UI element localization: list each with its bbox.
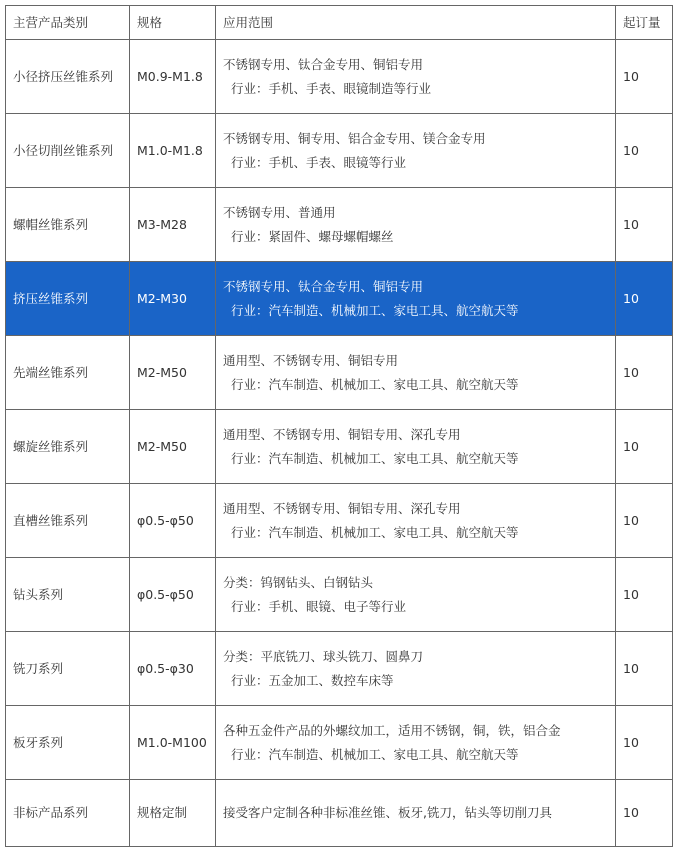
application-cell [216,632,616,706]
table-row [6,632,673,706]
category-cell: 非标产品系列 [6,780,130,847]
application-line: 通用型、不锈钢专用、铜铝专用、深孔专用 [223,426,461,442]
table-row [6,188,673,262]
industry-line: 行业：汽车制造、机械加工、家电工具、航空航天等 [231,524,519,540]
application-cell [216,336,616,410]
category-cell: 小径切削丝锥系列 [6,114,130,188]
table-row [6,336,673,410]
moq-cell: 10 [616,40,673,114]
header-category: 主营产品类别 [6,6,130,40]
spec-cell: M1.0-M100 [130,706,216,780]
industry-line: 行业：汽车制造、机械加工、家电工具、航空航天等 [231,302,519,318]
header-spec: 规格 [130,6,216,40]
moq-cell: 10 [616,780,673,847]
spec-cell: M2-M50 [130,336,216,410]
category-cell: 钻头系列 [6,558,130,632]
application-line: 各种五金件产品的外螺纹加工，适用不锈钢，铜，铁，铝合金 [223,722,561,738]
table-row [6,558,673,632]
moq-cell: 10 [616,262,673,336]
spec-cell: φ0.5-φ50 [130,484,216,558]
industry-line: 行业：手机、眼镜、电子等行业 [231,598,407,614]
application-cell [216,484,616,558]
product-table [5,5,673,847]
header-row [6,6,673,40]
application-line: 不锈钢专用、钛合金专用、铜铝专用 [223,278,424,294]
spec-cell: M0.9-M1.8 [130,40,216,114]
spec-cell: M3-M28 [130,188,216,262]
industry-line: 行业：汽车制造、机械加工、家电工具、航空航天等 [231,376,519,392]
category-cell: 板牙系列 [6,706,130,780]
moq-cell: 10 [616,706,673,780]
application-line: 不锈钢专用、钛合金专用、铜铝专用 [223,56,424,72]
spec-cell: M2-M30 [130,262,216,336]
industry-line: 行业：五金加工、数控车床等 [231,672,394,688]
application-cell [216,188,616,262]
application-cell [216,114,616,188]
spec-cell: φ0.5-φ50 [130,558,216,632]
application-line: 通用型、不锈钢专用、铜铝专用、深孔专用 [223,500,461,516]
table-row-selected[interactable] [6,262,673,336]
category-cell: 铣刀系列 [6,632,130,706]
application-line: 不锈钢专用、铜专用、铝合金专用、镁合金专用 [223,130,486,146]
table-row [6,484,673,558]
spec-cell: M1.0-M1.8 [130,114,216,188]
application-line: 分类：钨钢钻头、白钢钻头 [223,574,374,590]
spec-cell: φ0.5-φ30 [130,632,216,706]
application-cell [216,780,616,847]
application-cell [216,410,616,484]
industry-line: 行业：紧固件、螺母螺帽螺丝 [231,228,394,244]
moq-cell: 10 [616,558,673,632]
category-cell: 螺帽丝锥系列 [6,188,130,262]
application-cell [216,262,616,336]
moq-cell: 10 [616,410,673,484]
table-row [6,40,673,114]
application-line: 分类：平底铣刀、球头铣刀、圆鼻刀 [223,648,424,664]
category-cell: 螺旋丝锥系列 [6,410,130,484]
moq-cell: 10 [616,114,673,188]
application-line: 接受客户定制各种非标准丝锥、板牙,铣刀，钻头等切削刀具 [223,805,552,820]
table-row [6,410,673,484]
moq-cell: 10 [616,484,673,558]
application-cell [216,558,616,632]
spec-cell: 规格定制 [130,780,216,847]
moq-cell: 10 [616,632,673,706]
industry-line: 行业：手机、手表、眼镜制造等行业 [231,80,432,96]
category-cell: 小径挤压丝锥系列 [6,40,130,114]
industry-line: 行业：手机、手表、眼镜等行业 [231,154,407,170]
table-row [6,706,673,780]
industry-line: 行业：汽车制造、机械加工、家电工具、航空航天等 [231,450,519,466]
category-cell: 先端丝锥系列 [6,336,130,410]
category-cell: 挤压丝锥系列 [6,262,130,336]
application-cell [216,706,616,780]
table-row [6,114,673,188]
table-row [6,780,673,847]
application-line: 不锈钢专用、普通用 [223,204,336,220]
moq-cell: 10 [616,188,673,262]
category-cell: 直槽丝锥系列 [6,484,130,558]
header-application: 应用范围 [216,6,616,40]
application-line: 通用型、不锈钢专用、铜铝专用 [223,352,399,368]
moq-cell: 10 [616,336,673,410]
spec-cell: M2-M50 [130,410,216,484]
header-moq: 起订量 [616,6,673,40]
application-cell [216,40,616,114]
industry-line: 行业：汽车制造、机械加工、家电工具、航空航天等 [231,746,519,762]
